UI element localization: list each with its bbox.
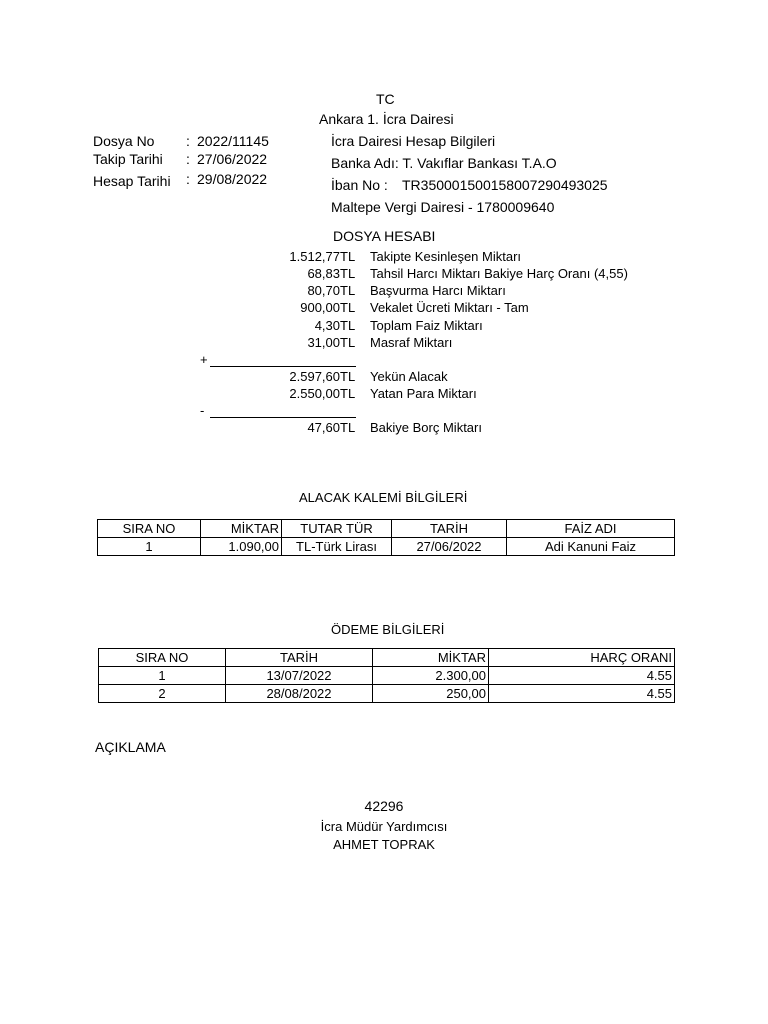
table-cell: TL-Türk Lirası: [282, 538, 392, 556]
header-cell: TUTAR TÜR: [282, 520, 392, 538]
file-no-label: Dosya No: [93, 133, 155, 149]
signature-role: İcra Müdür Yardımcısı: [320, 819, 448, 834]
table-cell: 28/08/2022: [226, 685, 373, 703]
line-desc: Takipte Kesinleşen Miktarı: [370, 249, 522, 264]
line-amount: 1.512,77: [289, 249, 340, 264]
office-name: Ankara 1. İcra Dairesi: [319, 111, 454, 127]
line-currency: TL: [340, 369, 356, 384]
follow-date-label: Takip Tarihi: [93, 151, 163, 167]
signature-name: AHMET TOPRAK: [333, 837, 435, 852]
paid-desc: Yatan Para Miktarı: [370, 386, 477, 401]
bank-row: [331, 155, 557, 171]
sum-rule: [210, 366, 356, 367]
line-currency: TL: [340, 283, 356, 298]
follow-date-value: 27/06/2022: [197, 151, 268, 167]
table-header-row: [98, 520, 675, 538]
account-line: [200, 249, 660, 266]
line-currency: TL: [340, 300, 356, 315]
table-cell: 2: [99, 685, 226, 703]
line-desc: Masraf Miktarı: [370, 335, 453, 350]
account-line: [200, 318, 660, 335]
file-no-value: 2022/11145: [197, 133, 269, 149]
claims-table: [97, 519, 675, 556]
paid-line: [200, 386, 660, 403]
line-amount: 900,00: [300, 300, 340, 315]
iban-value: TR350001500158007290493025: [402, 177, 608, 193]
account-title: DOSYA HESABI: [333, 228, 436, 244]
line-amount: 68,83: [307, 266, 340, 281]
header-cell: HARÇ ORANI: [489, 649, 675, 667]
line-currency: TL: [340, 266, 356, 281]
total-desc: Yekün Alacak: [370, 369, 448, 384]
header-cell: FAİZ ADI: [507, 520, 675, 538]
line-desc: Başvurma Harcı Miktarı: [370, 283, 506, 298]
table-cell: 250,00: [373, 685, 489, 703]
line-amount: 4,30: [314, 318, 340, 333]
line-desc: Vekalet Ücreti Miktarı - Tam: [370, 300, 529, 315]
country-header: TC: [376, 91, 395, 107]
iban-label: İban No :: [331, 177, 388, 193]
account-date-value: 29/08/2022: [197, 171, 268, 187]
colon: :: [186, 133, 190, 149]
claims-title: ALACAK KALEMİ BİLGİLERİ: [299, 490, 468, 505]
tax-office: Maltepe Vergi Dairesi - 1780009640: [331, 199, 555, 215]
line-currency: TL: [340, 420, 356, 435]
line-desc: Toplam Faiz Miktarı: [370, 318, 483, 333]
difference-rule: [210, 417, 356, 418]
bank-label: Banka Adı:: [331, 155, 399, 171]
line-amount: 31,00: [307, 335, 340, 350]
plus-sign: +: [200, 352, 208, 367]
line-amount: 80,70: [307, 283, 340, 298]
table-cell: 1: [99, 667, 226, 685]
balance-line: [200, 420, 660, 437]
header-cell: TARİH: [392, 520, 507, 538]
paid-amount: 2.550,00: [289, 386, 340, 401]
table-cell: 4.55: [489, 667, 675, 685]
table-cell: 13/07/2022: [226, 667, 373, 685]
payments-title: ÖDEME BİLGİLERİ: [331, 622, 445, 637]
table-header-row: [99, 649, 675, 667]
line-desc: Tahsil Harcı Miktarı Bakiye Harç Oranı (4,55): [370, 266, 628, 281]
header-cell: TARİH: [226, 649, 373, 667]
table-cell: 2.300,00: [373, 667, 489, 685]
line-currency: TL: [340, 318, 356, 333]
account-line: [200, 335, 660, 352]
header-cell: SIRA NO: [99, 649, 226, 667]
table-row: [99, 667, 675, 685]
line-currency: TL: [340, 386, 356, 401]
signature-code: 42296: [364, 798, 404, 814]
minus-sign: -: [200, 403, 205, 418]
line-currency: TL: [340, 249, 356, 264]
table-cell: 1: [98, 538, 201, 556]
table-row: [99, 685, 675, 703]
table-cell: 4.55: [489, 685, 675, 703]
account-date-label: Hesap Tarihi: [93, 173, 171, 189]
note-title: AÇIKLAMA: [95, 739, 166, 755]
total-amount: 2.597,60: [289, 369, 340, 384]
payments-table: [98, 648, 675, 703]
table-cell: 27/06/2022: [392, 538, 507, 556]
total-line: [200, 369, 660, 386]
header-cell: MİKTAR: [373, 649, 489, 667]
account-info-title: İcra Dairesi Hesap Bilgileri: [331, 133, 496, 149]
bank-name: T. Vakıflar Bankası T.A.O: [402, 155, 557, 171]
line-currency: TL: [340, 335, 356, 350]
colon: :: [186, 171, 190, 187]
balance-amount: 47,60: [307, 420, 340, 435]
account-line: [200, 283, 660, 300]
table-cell: Adi Kanuni Faiz: [507, 538, 675, 556]
balance-desc: Bakiye Borç Miktarı: [370, 420, 482, 435]
colon: :: [186, 151, 190, 167]
table-row: [98, 538, 675, 556]
account-line: [200, 300, 660, 317]
header-cell: SIRA NO: [98, 520, 201, 538]
table-cell: 1.090,00: [201, 538, 282, 556]
header-cell: MİKTAR: [201, 520, 282, 538]
account-line: [200, 266, 660, 283]
